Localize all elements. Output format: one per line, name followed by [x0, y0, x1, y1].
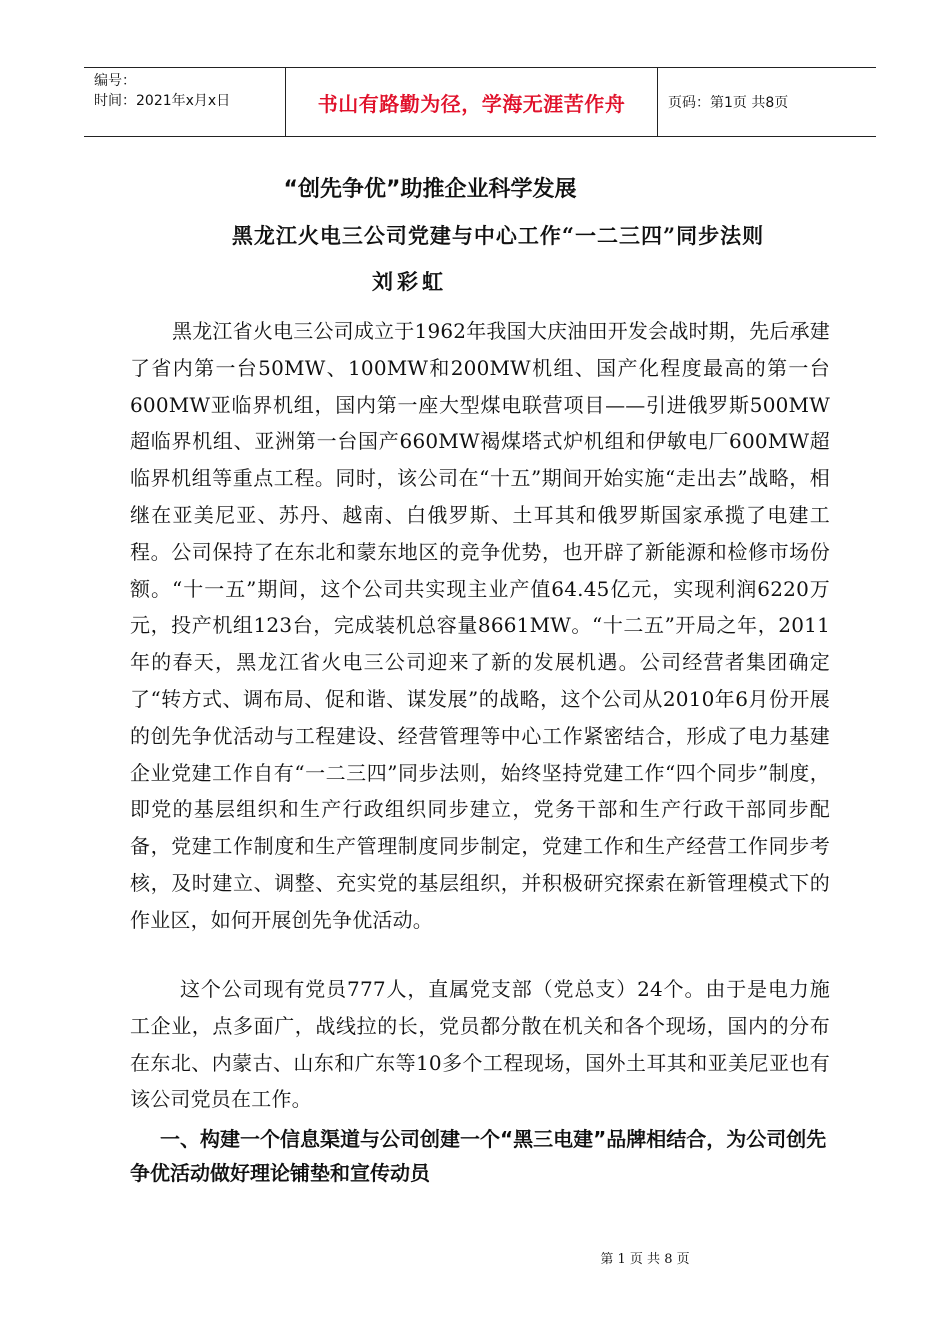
document-author: 刘彩虹	[372, 269, 447, 294]
body-paragraph-1: 黑龙江省火电三公司成立于1962年我国大庆油田开发会战时期，先后承建了省内第一台50MW、100MW和200MW机组、国产化程度最高的第一台600MW亚临界机组，国内第一座大型煤电联营项目——引进俄罗斯500MW超临界机组、亚洲第一台国产660MW褐煤塔式炉机组和伊敏电厂600MW超临界机组等重点工程。同时，该公司在“十五”期间开始实施“走出去”战略，相继在亚美尼亚、苏丹、越南、白俄罗斯、土耳其和俄罗斯国家承揽了电建工程。公司保持了在东北和蒙东地区的竞争优势，也开辟了新能源和检修市场份额。“十一五”期间，这个公司共实现主业产值64.45亿元，实现利润6220万元，投产机组123台，完成装机总容量8661MW。“十二五”开局之年，2011年的春天，黑龙江省火电三公司迎来了新的发展机遇。公司经营者集团确定了“转方式、调布局、促和谐、谋发展”的战略，这个公司从2010年6月份开展的创先争优活动与工程建设、经营管理等中心工作紧密结合，形成了电力基建企业党建工作自有“一二三四”同步法则，始终坚持党建工作“四个同步”制度，即党的基层组织和生产行政组织同步建立，党务干部和生产行政干部同步配备，党建工作制度和生产管理制度同步制定，党建工作和生产经营工作同步考核，及时建立、调整、充实党的基层组织，并积极研究探索在新管理模式下的作业区，如何开展创先争优活动。	[130, 319, 830, 932]
document-subtitle: 黑龙江火电三公司党建与中心工作“一二三四”同步法则	[231, 223, 765, 248]
page-footer: 第 1 页 共 8 页	[600, 1252, 690, 1267]
header-page-info: 页码：第1页 共8页	[668, 95, 789, 111]
page-header	[84, 67, 876, 137]
header-motto: 书山有路勤为径，学海无涯苦作舟	[286, 68, 658, 136]
document-time-label: 时间：2021年x月x日	[94, 93, 231, 109]
header-meta	[84, 68, 286, 136]
section-heading-1: 一、构建一个信息渠道与公司创建一个“黑三电建”品牌相结合，为公司创先争优活动做好理论铺垫和宣传动员	[130, 1127, 827, 1185]
document-title: “创先争优”助推企业科学发展	[283, 177, 577, 202]
document-number-label: 编号：	[94, 73, 136, 89]
body-paragraph-2: 这个公司现有党员777人，直属党支部（党总支）24个。由于是电力施工企业，点多面广，战线拉的长，党员都分散在机关和各个现场，国内的分布在东北、内蒙古、山东和广东等10多个工程现场，国外土耳其和亚美尼亚也有该公司党员在工作。	[130, 977, 830, 1112]
